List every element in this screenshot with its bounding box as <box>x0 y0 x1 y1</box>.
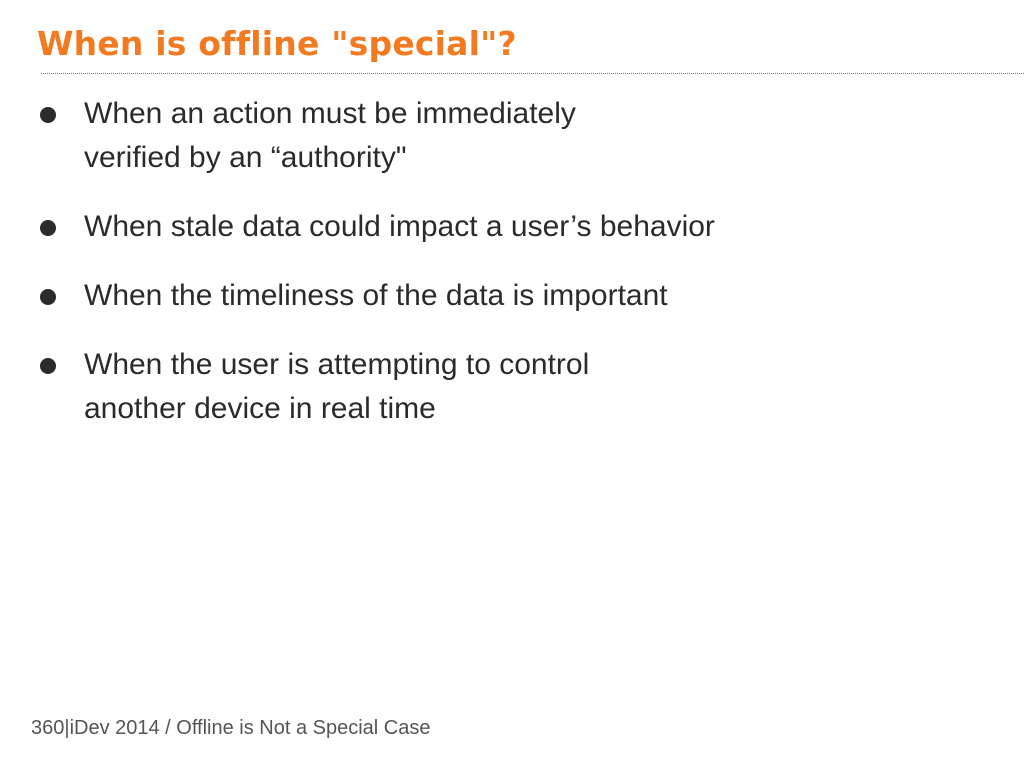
bullet-dot-icon <box>40 358 56 374</box>
slide-footer: 360|iDev 2014 / Offline is Not a Special Case <box>31 717 431 739</box>
bullet-item <box>37 205 987 249</box>
bullet-dot-icon <box>40 107 56 123</box>
bullet-dot-icon <box>40 220 56 236</box>
bullet-text-line: When stale data could impact a user’s behavior <box>84 210 715 243</box>
bullet-dot-icon <box>40 289 56 305</box>
slide-title: When is offline "special"? <box>37 24 517 63</box>
bullet-text-line: When an action must be immediately <box>84 97 576 130</box>
bullet-text-line: verified by an “authority" <box>84 141 407 174</box>
bullet-text-line: When the user is attempting to control <box>84 348 590 381</box>
bullet-text-line: another device in real time <box>84 392 436 425</box>
bullet-list <box>37 92 987 456</box>
bullet-item <box>37 274 987 318</box>
bullet-item <box>37 92 987 180</box>
title-divider <box>41 73 1024 74</box>
bullet-text-line: When the timeliness of the data is important <box>84 279 668 312</box>
bullet-item <box>37 343 987 431</box>
